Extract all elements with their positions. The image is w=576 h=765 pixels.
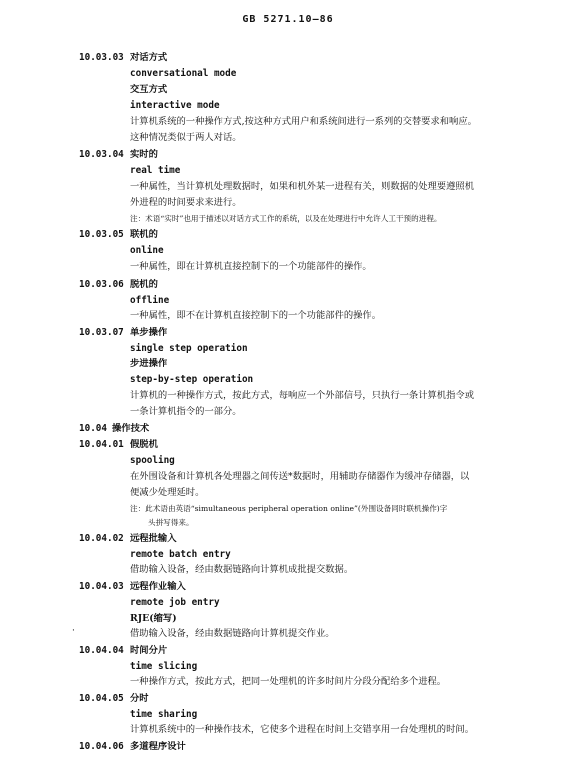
term-en: offline [130, 295, 170, 306]
term-zh: 假脱机 [130, 439, 158, 450]
definition: 一条计算机指令的一部分。 [130, 406, 242, 417]
definition: 一种属性，当计算机处理数据时，如果和机外某一进程有关，则数据的处理要遵照机 [130, 181, 474, 192]
term-en: interactive mode [130, 100, 220, 111]
term-zh: 时间分片 [130, 645, 168, 656]
definition: 计算机的一种操作方式，按此方式，每响应一个外部信号，只执行一条计算机指令或 [130, 390, 474, 401]
definition: 计算机系统中的一种操作技术，它使多个进程在时间上交错享用一台处理机的时间。 [130, 724, 474, 735]
term-en: conversational mode [130, 68, 237, 79]
term-zh: 步进操作 [130, 358, 168, 369]
entry-number: 10.03.05 [79, 229, 124, 240]
term-zh: 对话方式 [130, 52, 168, 63]
note: 注：术语“实时”也用于描述以对话方式工作的系统，以及在处理进行中允许人工干预的进程。 [130, 214, 442, 223]
definition: 借助输入设备，经由数据链路向计算机提交作业。 [130, 628, 335, 639]
section-title: 操作技术 [112, 423, 150, 434]
term-zh: 分时 [130, 693, 149, 704]
note: 注：此术语由英语“simultaneous peripheral operation online”(外围设备同时联机操作)字 [130, 504, 448, 513]
definition: 一种操作方式，按此方式，把同一处理机的许多时间片分段分配给多个进程。 [130, 676, 447, 687]
term-zh: 交互方式 [130, 84, 168, 95]
section-number: 10.04 [79, 423, 107, 434]
note: 头拼写得来。 [148, 518, 194, 527]
term-zh: 单步操作 [130, 327, 168, 338]
entry-number: 10.03.04 [79, 149, 124, 160]
scan-speck: · [72, 626, 75, 636]
entry-number: 10.04.03 [79, 581, 124, 592]
term-en: remote job entry [130, 597, 220, 608]
definition: 便减少处理延时。 [130, 487, 205, 498]
term-en: spooling [130, 455, 175, 466]
entry-number: 10.04.02 [79, 533, 124, 544]
definition: 外进程的时间要求来进行。 [130, 197, 242, 208]
definition: 借助输入设备，经由数据链路向计算机成批提交数据。 [130, 564, 354, 575]
entry-number: 10.03.06 [79, 279, 124, 290]
term-en: time sharing [130, 709, 198, 720]
term-zh: 多道程序设计 [130, 741, 186, 752]
entry-number: 10.04.06 [79, 741, 124, 752]
term-zh: 远程批输入 [130, 533, 177, 544]
entry-number: 10.03.03 [79, 52, 124, 63]
term-en: step-by-step operation [130, 374, 254, 385]
entry-number: 10.03.07 [79, 327, 124, 338]
definition: 这种情况类似于两人对话。 [130, 132, 242, 143]
definition: 一种属性，即在计算机直接控制下的一个功能部件的操作。 [130, 261, 372, 272]
abbreviation: RJE(缩写) [130, 613, 177, 624]
term-zh: 脱机的 [130, 279, 158, 290]
entry-number: 10.04.05 [79, 693, 124, 704]
term-en: online [130, 245, 164, 256]
entry-number: 10.04.01 [79, 439, 124, 450]
definition: 一种属性，即不在计算机直接控制下的一个功能部件的操作。 [130, 310, 382, 321]
term-en: real time [130, 165, 181, 176]
term-en: single step operation [130, 343, 248, 354]
term-en: time slicing [130, 661, 198, 672]
entry-number: 10.04.04 [79, 645, 124, 656]
definition: 计算机系统的一种操作方式,按这种方式用户和系统间进行一系列的交替要求和响应。 [130, 116, 477, 127]
definition: 在外围设备和计算机各处理器之间传送*数据时，用辅助存储器作为缓冲存储器，以 [130, 471, 470, 482]
term-zh: 联机的 [130, 229, 158, 240]
term-en: remote batch entry [130, 549, 231, 560]
term-zh: 实时的 [130, 149, 158, 160]
term-zh: 远程作业输入 [130, 581, 186, 592]
page-header: GB 5271.10—86 [242, 14, 334, 25]
